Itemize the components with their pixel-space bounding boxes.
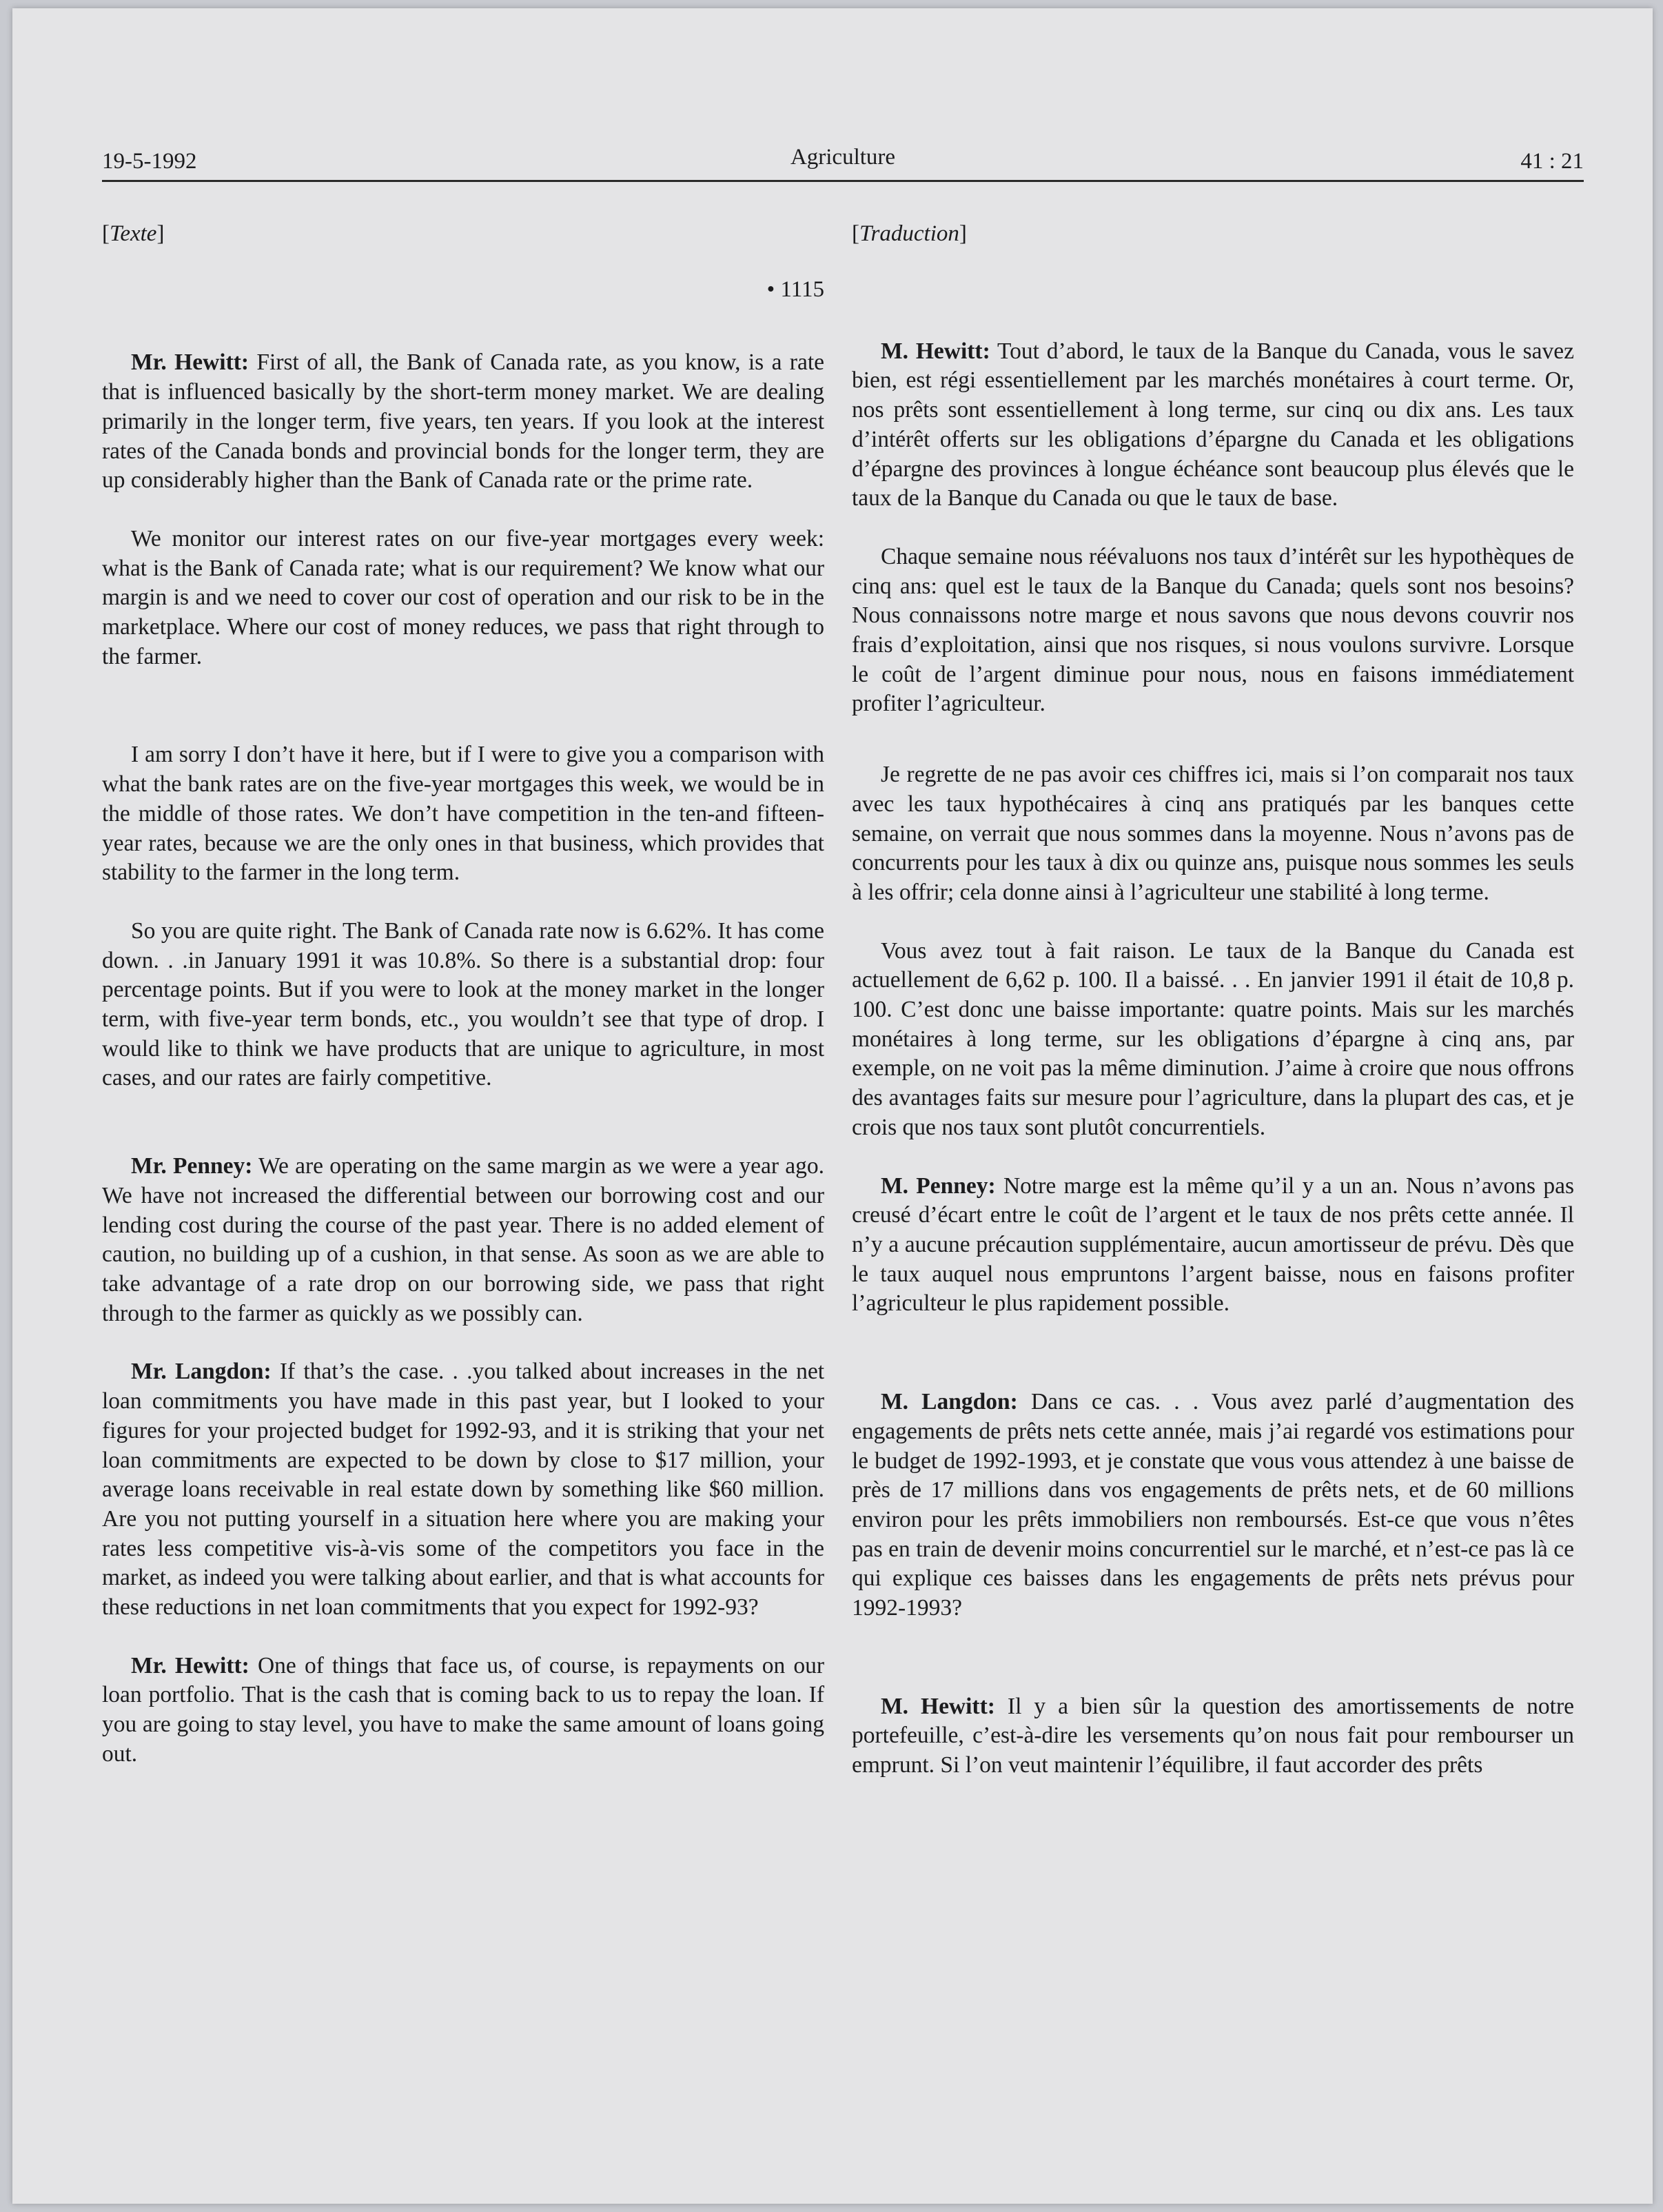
paragraph-text: Chaque semaine nous réévaluons nos taux d’intérêt sur les hypothèques de cinq ans: quel est le taux de la Banque du Canada; quels sont nos besoins? Nous connaissons notre marge et nous savons que nous devons couvrir nos frais d’exploitation, ainsi que nos risques, si nous voulons survivre. Lorsque le coût de l’argent diminue pour nous, nous en faisons immédiatement profiter l’agriculteur. [852, 543, 1574, 717]
paragraph [852, 542, 1574, 719]
paragraph [852, 1172, 1574, 1319]
speaker-name: Mr. Langdon: [131, 1359, 272, 1385]
header-title: Agriculture [790, 145, 896, 170]
speaker-name: M. Hewitt: [881, 1693, 995, 1719]
header-rule [102, 180, 1584, 182]
speaker-name: Mr. Hewitt: [131, 1652, 249, 1678]
speaker-name: Mr. Penney: [131, 1153, 253, 1179]
paragraph-text: We monitor our interest rates on our five-year mortgages every week: what is the Bank of Canada rate; what is our requirement? We know what our margin is and we need to cover our cost of operation and our risk to be in the marketplace. Where our cost of money reduces, we pass that right through to the farmer. [102, 525, 824, 669]
speaker-name: M. Hewitt: [881, 338, 990, 364]
paragraph [102, 1652, 824, 1769]
time-stamp: • 1115 [766, 276, 824, 302]
paragraph-text: I am sorry I don’t have it here, but if I were to give you a comparison with what the bank rates are on the five-year mortgages this week, we would be in the middle of those rates. We don’t have competition in the ten-and fifteen-year rates, because we are the only ones in that business, which provides that stability to the farmer in the long term. [102, 742, 824, 886]
paragraph [102, 740, 824, 888]
header-page-number: 41 : 21 [1520, 149, 1584, 174]
page-header [102, 141, 1584, 180]
section-tag-traduction: [Traduction] [852, 221, 967, 246]
paragraph-text: So you are quite right. The Bank of Canada rate now is 6.62%. It has come down. . .in January 1991 it was 10.8%. So there is a substantial drop: four percentage points. But if you were to look at the money market in the longer term, with five-year term bonds, etc., you wouldn’t see that type of drop. I would like to think we have products that are unique to agriculture, in most cases, and our rates are fairly competitive. [102, 917, 824, 1091]
paragraph [102, 917, 824, 1093]
paragraph-text: Notre marge est la même qu’il y a un an. Nous n’avons pas creusé d’écart entre le coût de l’argent et le taux de nos prêts cette année. Il n’y a aucune précaution supplémentaire, aucun amortisseur de prévu. Dès que le taux auquel nous empruntons l’argent baisse, nous en faisons profiter l’agriculteur le plus rapidement possible. [852, 1173, 1575, 1317]
paragraph [102, 348, 824, 496]
paragraph [852, 1692, 1574, 1780]
speaker-name: M. Penney: [881, 1173, 996, 1199]
french-column [852, 219, 1574, 1780]
paragraph-text: If that’s the case. . .you talked about increases in the net loan commitments you have made in this past year, but I looked to your figures for your projected budget for 1992-93, and it is striking that your net loan commitments are expected to be down by close to $17 million, your average loans receivable in real estate down by something like $60 million. Are you not putting yourself in a situation here where you are making your rates less competitive vis-à-vis some of the competitors you face in the market, as indeed you were talking about earlier, and that is what accounts for these reductions in net loan commitments that you expect for 1992-93? [102, 1359, 825, 1621]
paragraph [852, 760, 1574, 908]
paragraph-text: Dans ce cas. . . Vous avez parlé d’augmentation des engagements de prêts nets cette année, mais j’ai regardé vos estimations pour le budget de 1992-1993, et je constate que vous vous attendez à une baisse de près de 17 millions dans vos engagements de prêts nets, et de 60 millions environ pour les prêts immobiliers non remboursés. Est-ce que vous n’êtes pas en train de devenir moins concurrentiel sur le marché, et n’est-ce pas là ce qui explique ces baisses dans les engagements de prêts nets prévus pour 1992-1993? [852, 1389, 1575, 1621]
paragraph [102, 525, 824, 672]
paragraph [102, 1357, 824, 1622]
paragraph [852, 937, 1574, 1143]
speaker-name: Mr. Hewitt: [131, 349, 249, 376]
paragraph-text: We are operating on the same margin as we were a year ago. We have not increased the differential between our borrowing cost and our lending cost during the course of the past year. There is no added element of caution, no building up of a cushion, in that sense. As soon as we are able to take advantage of a rate drop on our borrowing side, we pass that right through to the farmer as quickly as we possibly can. [102, 1153, 824, 1326]
paragraph-text: One of things that face us, of course, is repayments on our loan portfolio. That is the cash that is coming back to us to repay the loan. If you are going to stay level, you have to make the same amount of loans going out. [102, 1652, 824, 1767]
paragraph [102, 1152, 824, 1328]
paragraph-text: Tout d’abord, le taux de la Banque du Canada, vous le savez bien, est régi essentiellement par les marchés monétaires à court terme. Or, nos prêts sont essentiellement à long terme, sur cinq ou dix ans. Les taux d’intérêt offerts sur les obligations d’épargne du Canada et les obligations d’épargne des provinces à longue échéance sont beaucoup plus élevés que le taux de la Banque du Canada ou que le taux de base. [852, 338, 1574, 511]
paragraph-text: Il y a bien sûr la question des amortissements de notre portefeuille, c’est-à-dire les versements qu’on nous fait pour rembourser un emprunt. Si l’on veut maintenir l’équilibre, il faut accorder des prêts [852, 1693, 1574, 1778]
paragraph-text: Vous avez tout à fait raison. Le taux de la Banque du Canada est actuellement de 6,62 p. 100. Il a baissé. . . En janvier 1991 il était de 10,8 p. 100. C’est donc une baisse importante: quatre points. Mais sur les marchés monétaires à long terme, sur les obligations d’épargne à cinq ans, par exemple, on ne voit pas la même diminution. J’aime à croire que nous offrons des avantages faits sur mesure pour l’agriculture, dans la plupart des cas, et je crois que nos taux sont plutôt concurrentiels. [852, 937, 1574, 1140]
paragraph [852, 337, 1574, 514]
speaker-name: M. Langdon: [881, 1389, 1018, 1415]
paragraph-text: Je regrette de ne pas avoir ces chiffres ici, mais si l’on comparait nos taux avec les taux hypothécaires à cinq ans pratiqués par les banques cette semaine, on verrait que nous sommes dans la moyenne. Nous n’avons pas de concurrents pour les taux à dix ou quinze ans, puisque nous sommes les seuls à les offrir; cela donne ainsi à l’agriculteur une stabilité à long terme. [852, 762, 1574, 905]
english-column [102, 219, 824, 1769]
paragraph [852, 1388, 1574, 1623]
section-tag-texte: [Texte] [102, 221, 165, 246]
paragraph-text: First of all, the Bank of Canada rate, as you know, is a rate that is influenced basically by the short-term money market. We are dealing primarily in the longer term, five years, ten years. If you look at the interest rates of the Canada bonds and provincial bonds for the longer term, they are up considerably higher than the Bank of Canada rate or the prime rate. [102, 349, 824, 494]
header-date: 19-5-1992 [102, 149, 197, 174]
